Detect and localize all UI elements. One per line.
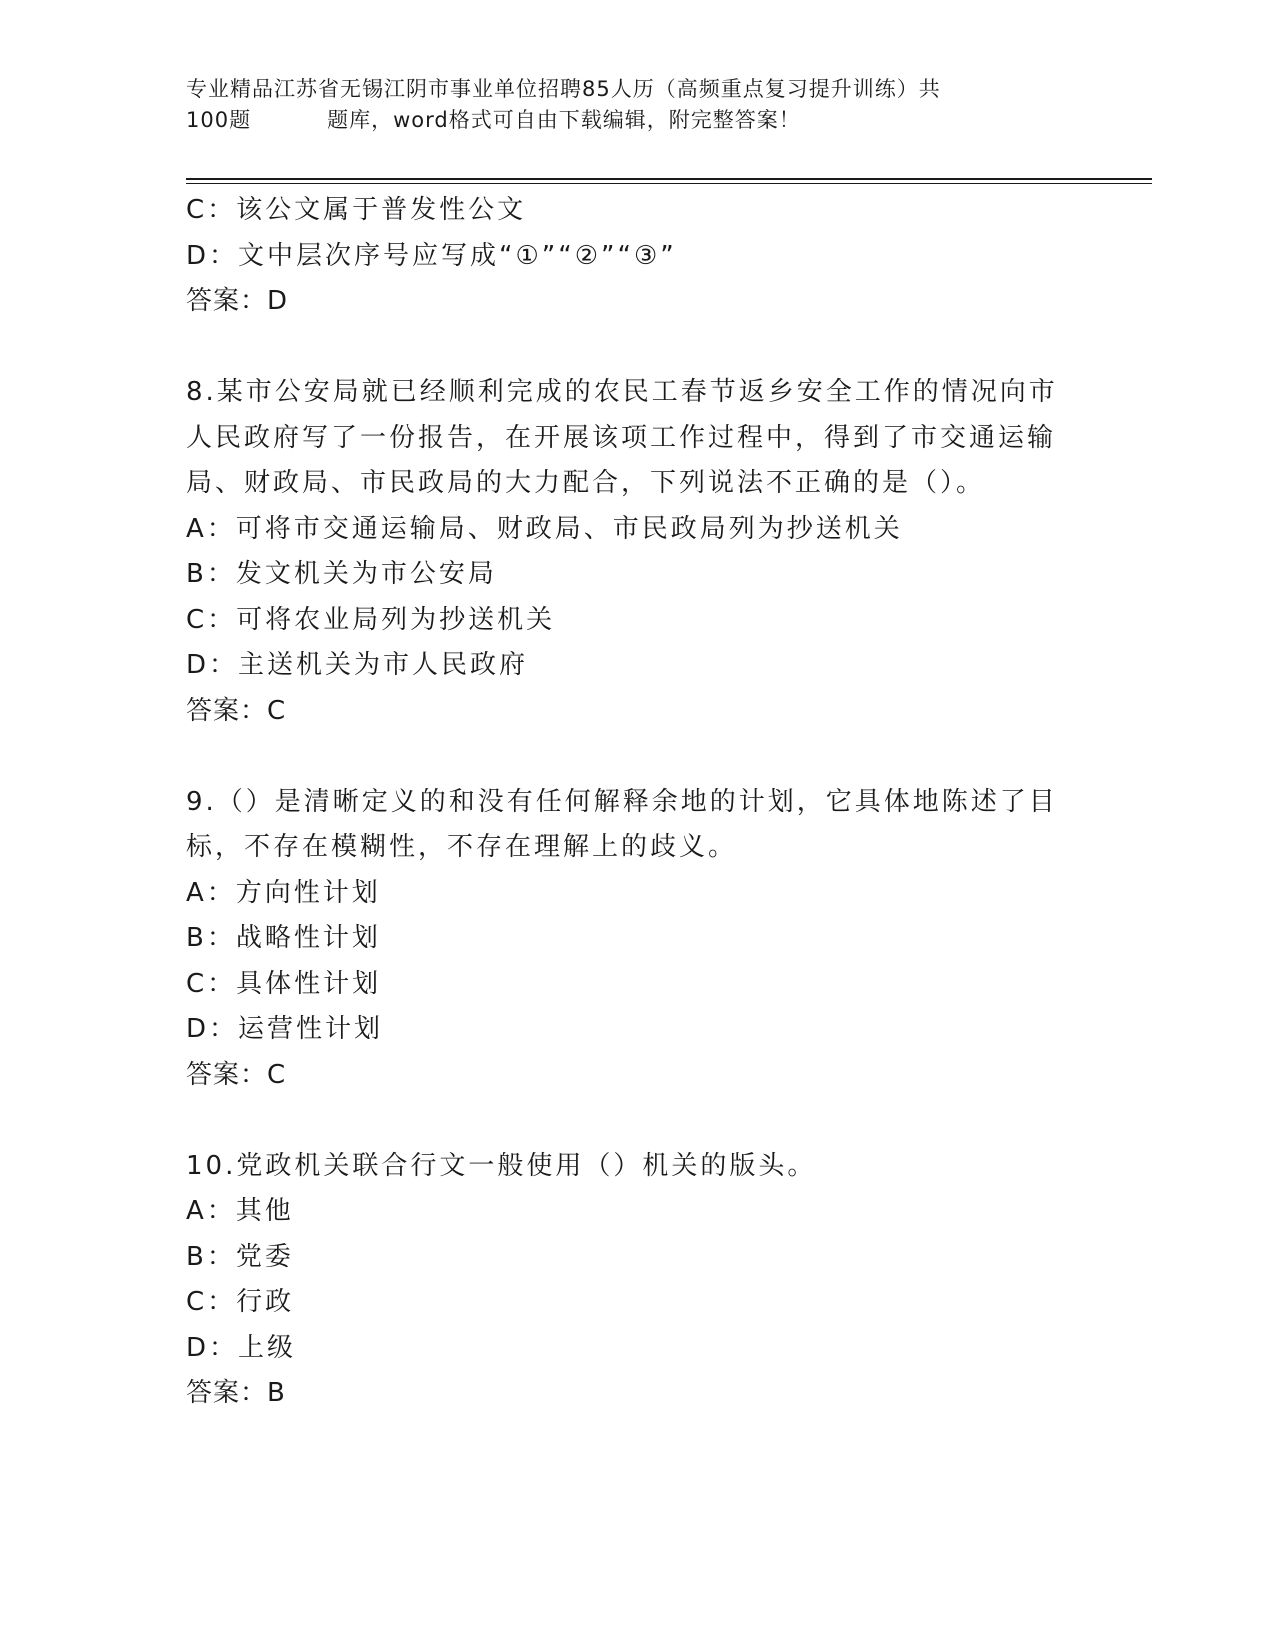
question-10 (186, 1144, 1086, 1417)
question-9 (186, 780, 1086, 1099)
question-7-tail (186, 188, 1086, 325)
option-a: A：方向性计划 (186, 877, 381, 908)
option-d: D：上级 (186, 1332, 297, 1363)
option-c: C：具体性计划 (186, 968, 382, 999)
header-title-line1: 专业精品江苏省无锡江阴市事业单位招聘85人历（高频重点复习提升训练）共 (186, 77, 941, 101)
option-b: B：发文机关为市公安局 (186, 559, 497, 589)
question-text-line1: 8.某市公安局就已经顺利完成的农民工春节返乡安全工作的情况向市 (186, 377, 1058, 407)
question-text-line1: 10.党政机关联合行文一般使用（）机关的版头。 (186, 1150, 817, 1181)
spacer (186, 325, 1086, 371)
spacer (186, 1098, 1086, 1144)
document-header (186, 74, 1066, 136)
question-text-line2: 标，不存在模糊性，不存在理解上的歧义。 (186, 832, 738, 862)
header-divider-thin (186, 183, 1152, 184)
option-c: C：行政 (186, 1287, 295, 1317)
option-d: D：文中层次序号应写成“①”“②”“③” (186, 240, 677, 271)
question-8 (186, 370, 1086, 734)
answer: 答案：C (186, 1059, 287, 1090)
answer: 答案：C (186, 695, 287, 726)
header-title-count: 100题 (186, 108, 252, 132)
header-title-line2 (186, 105, 1066, 136)
question-text-line2: 人民政府写了一份报告，在开展该项工作过程中，得到了市交通运输 (186, 422, 1057, 453)
option-b: B：战略性计划 (186, 923, 381, 953)
question-text-line3: 局、财政局、市民政局的大力配合，下列说法不正确的是（）。 (186, 468, 986, 498)
header-divider-thick (186, 178, 1152, 180)
spacer (186, 734, 1086, 780)
option-a: A：可将市交通运输局、财政局、市民政局列为抄送机关 (186, 513, 903, 544)
option-d: D：运营性计划 (186, 1014, 384, 1044)
option-a: A：其他 (186, 1196, 294, 1226)
answer: 答案：B (186, 1378, 286, 1408)
document-body (186, 188, 1086, 1417)
option-d: D：主送机关为市人民政府 (186, 650, 529, 680)
option-b: B：党委 (186, 1241, 294, 1272)
question-text-line1: 9.（）是清晰定义的和没有任何解释余地的计划，它具体地陈述了目 (186, 786, 1058, 817)
option-c: C：该公文属于普发性公文 (186, 195, 527, 225)
option-c: C：可将农业局列为抄送机关 (186, 604, 556, 635)
answer: 答案：D (186, 286, 289, 316)
header-title-rest: 题库，word格式可自由下载编辑，附完整答案！ (327, 108, 801, 132)
